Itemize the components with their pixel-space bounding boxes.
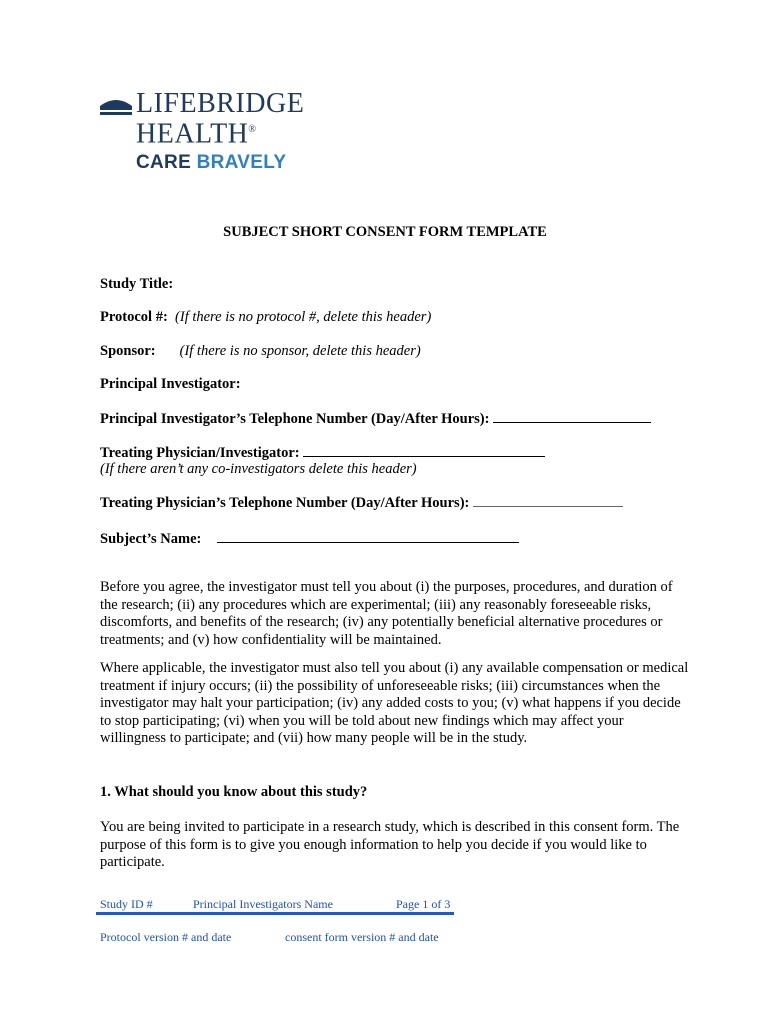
footer-page-number: Page 1 of 3 <box>396 897 451 911</box>
pi-field <box>100 375 241 393</box>
protocol-label: Protocol #: <box>100 309 168 325</box>
subject-name-label: Subject’s Name: <box>100 531 202 547</box>
sponsor-field <box>100 342 421 360</box>
pi-phone-blank[interactable] <box>493 408 651 423</box>
study-title-label: Study Title: <box>100 276 174 292</box>
footer-protocol-version: Protocol version # and date <box>100 930 232 944</box>
logo-text-health-word: HEALTH <box>136 118 249 150</box>
treating-physician-label: Treating Physician/Investigator: <box>100 445 300 461</box>
subject-name-blank[interactable] <box>217 528 519 543</box>
tagline-bravely: BRAVELY <box>196 152 287 173</box>
paragraph-invitation: You are being invited to participate in a research study, which is described in this consent form. The purpose of this form is to give you enough information to help you decide if you would like to participate. <box>100 819 680 871</box>
treating-physician-note: (If there aren’t any co-investigators delete this header) <box>100 461 417 477</box>
lifebridge-health-logo <box>99 88 305 180</box>
pi-phone-label: Principal Investigator’s Telephone Number (Day/After Hours): <box>100 411 490 427</box>
sponsor-note: (If there is no sponsor, delete this header) <box>179 343 421 359</box>
treating-phone-label: Treating Physician’s Telephone Number (Day/After Hours): <box>100 495 470 511</box>
footer-pi-name: Principal Investigators Name <box>193 897 333 911</box>
treating-physician-field <box>100 442 545 462</box>
logo-text-lifebridge: LIFEBRIDGE <box>136 88 305 119</box>
study-title-field <box>100 275 173 293</box>
logo-tagline <box>136 152 286 174</box>
form-title: SUBJECT SHORT CONSENT FORM TEMPLATE <box>223 224 547 240</box>
treating-phone-field <box>100 494 623 512</box>
pi-label: Principal Investigator: <box>100 376 241 392</box>
protocol-note: (If there is no protocol #, delete this header) <box>175 309 432 325</box>
logo-text-health <box>136 116 257 148</box>
footer-divider <box>96 912 454 915</box>
protocol-field <box>100 308 431 326</box>
footer-study-id: Study ID # <box>100 897 153 911</box>
section-1-heading: 1. What should you know about this study? <box>100 784 368 800</box>
bridge-logo-icon <box>99 94 133 120</box>
tagline-care: CARE <box>136 152 197 173</box>
treating-physician-blank[interactable] <box>303 442 545 457</box>
paragraph-investigator-disclosures: Before you agree, the investigator must tell you about (i) the purposes, procedures, and duration of the research; (ii) any procedures which are experimental; (iii) any reasonably foreseeable risks, discomforts, and benefits of the research; (iv) any potentially beneficial alternative procedures or treatments; and (v) how confidentiality will be maintained. <box>100 579 673 648</box>
subject-name-field <box>100 528 519 548</box>
paragraph-additional-disclosures: Where applicable, the investigator must also tell you about (i) any available compensation or medical treatment if injury occurs; (ii) the possibility of unforeseeable risks; (iii) circumstances when the investigator may halt your participation; (iv) any added costs to you; (v) what happens if you decide to stop participating; (vi) when you will be told about new findings which may affect your willingness to participate; and (vii) how many people will be in the study. <box>100 660 689 747</box>
treating-physician-note-line <box>100 460 417 478</box>
footer-consent-version: consent form version # and date <box>285 930 439 944</box>
treating-phone-blank[interactable] <box>473 496 623 507</box>
registered-mark: ® <box>248 124 257 135</box>
pi-phone-field <box>100 408 651 428</box>
sponsor-label: Sponsor: <box>100 343 156 359</box>
